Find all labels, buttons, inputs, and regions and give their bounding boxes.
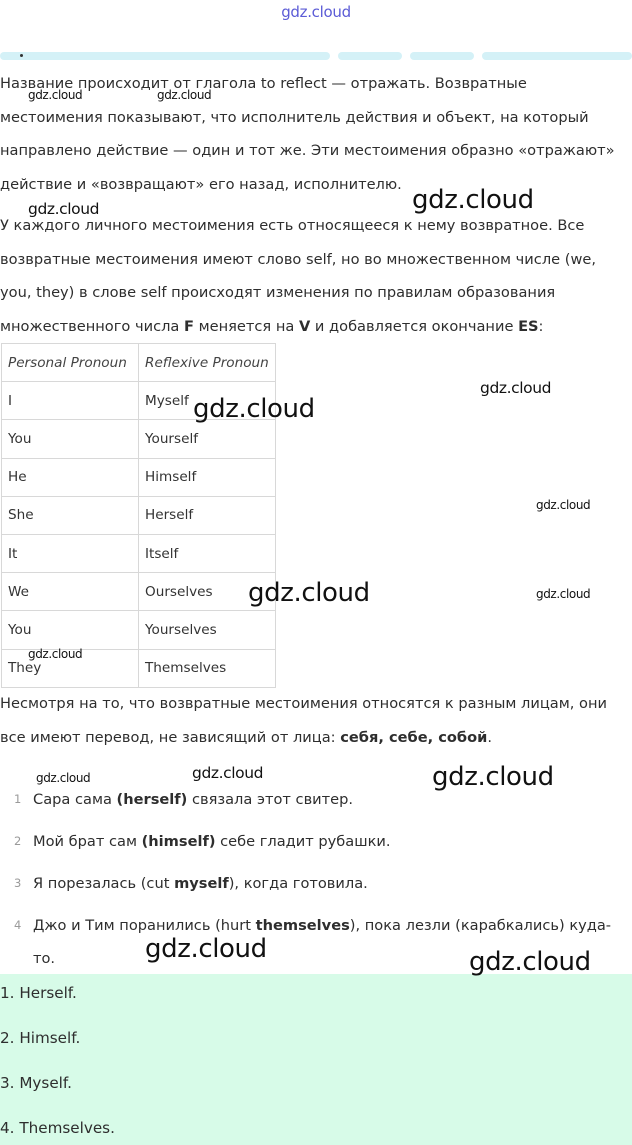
strip-band <box>482 52 632 60</box>
watermark-text: gdz.cloud <box>536 587 591 601</box>
list-item <box>0 909 632 975</box>
personal-cell: I <box>2 382 139 420</box>
list-item <box>0 783 632 816</box>
pronoun-table <box>1 343 276 688</box>
table-row <box>2 534 276 572</box>
item-bold: (herself) <box>116 791 188 808</box>
strip-band <box>338 52 402 60</box>
item-number: 2 <box>14 834 22 848</box>
note-bold: себя, себе, собой <box>340 728 488 746</box>
item-before: Сара сама <box>33 791 117 808</box>
table-row <box>2 458 276 496</box>
watermark-text: gdz.cloud <box>28 88 83 102</box>
table-row <box>2 649 276 687</box>
reflexive-cell: Yourself <box>139 420 276 458</box>
watermark-text: gdz.cloud <box>480 379 552 397</box>
watermark-text: gdz.cloud <box>469 947 591 977</box>
p2-mid2: и добавляется окончание <box>310 317 519 335</box>
personal-cell: They <box>2 649 139 687</box>
watermark-text: gdz.cloud <box>28 647 83 661</box>
item-number: 3 <box>14 876 22 890</box>
watermark-text: gdz.cloud <box>536 498 591 512</box>
watermark-text: gdz.cloud <box>36 771 91 785</box>
examples-list <box>0 783 632 984</box>
watermark-text: gdz.cloud <box>432 762 554 792</box>
intro-paragraph-2 <box>0 209 632 343</box>
table-row <box>2 382 276 420</box>
reflexive-cell: Themselves <box>139 649 276 687</box>
col-header-reflexive: Reflexive Pronoun <box>139 344 276 382</box>
item-before: Мой брат сам <box>33 833 142 850</box>
personal-cell: We <box>2 573 139 611</box>
item-number: 1 <box>14 792 22 806</box>
p2-mid: меняется на <box>193 317 299 335</box>
reflexive-cell: Myself <box>139 382 276 420</box>
item-after: ), пока лезли (карабкались) куда-то. <box>33 917 612 967</box>
item-after: ), когда готовила. <box>228 875 368 892</box>
answer-item: 4. Themselves. <box>0 1119 115 1137</box>
col-header-personal: Personal Pronoun <box>2 344 139 382</box>
answer-item: 1. Herself. <box>0 984 77 1002</box>
reflexive-cell: Himself <box>139 458 276 496</box>
p2-text: У каждого личного местоимения есть относящееся к нему возвратное. Все возвратные местоимения имеют слово self, но во множественном числе (we, you, they) в слове self происходят изменения по правилам образования множественного числа <box>0 217 597 335</box>
personal-cell: He <box>2 458 139 496</box>
table-row <box>2 611 276 649</box>
site-header <box>0 0 632 26</box>
item-after: связала этот свитер. <box>187 791 354 808</box>
watermark-text: gdz.cloud <box>145 934 267 964</box>
reflexive-cell: Yourselves <box>139 611 276 649</box>
item-bold: myself <box>174 875 229 892</box>
personal-cell: You <box>2 611 139 649</box>
answers-block <box>0 974 632 1145</box>
table-row <box>2 573 276 611</box>
item-bold: (himself) <box>141 833 216 850</box>
watermark-text: gdz.cloud <box>192 764 264 782</box>
item-after: себе гладит рубашки. <box>215 833 391 850</box>
list-item <box>0 867 632 900</box>
strip-band <box>410 52 474 60</box>
strip-dot <box>20 54 23 57</box>
site-logo[interactable]: gdz.cloud <box>281 3 351 21</box>
item-bold: themselves <box>255 917 350 934</box>
watermark-text: gdz.cloud <box>412 185 534 215</box>
item-number: 4 <box>14 918 22 932</box>
list-item <box>0 825 632 858</box>
p2-end: : <box>538 317 544 335</box>
personal-cell: She <box>2 496 139 534</box>
table-row <box>2 420 276 458</box>
item-before: Я порезалась (cut <box>33 875 175 892</box>
watermark-text: gdz.cloud <box>248 578 370 608</box>
watermark-text: gdz.cloud <box>157 88 212 102</box>
personal-cell: You <box>2 420 139 458</box>
watermark-text: gdz.cloud <box>193 394 315 424</box>
scan-strip-decoration <box>0 48 632 64</box>
table-row <box>2 496 276 534</box>
item-before: Джо и Тим поранились (hurt <box>33 917 256 934</box>
reflexive-cell: Herself <box>139 496 276 534</box>
personal-cell: It <box>2 534 139 572</box>
translation-note <box>0 687 632 754</box>
note-text: Несмотря на то, что возвратные местоимения относятся к разным лицам, они все имеют перевод, не зависящий от лица: <box>0 695 607 746</box>
note-end: . <box>487 728 492 746</box>
watermark-text: gdz.cloud <box>28 200 100 218</box>
reflexive-cell: Itself <box>139 534 276 572</box>
p2-ending-es: ES <box>518 317 539 335</box>
p2-letter-v: V <box>298 317 311 335</box>
answer-item: 3. Myself. <box>0 1074 72 1092</box>
p2-letter-f: F <box>184 317 194 335</box>
reflexive-cell: Ourselves <box>139 573 276 611</box>
intro-paragraph-1: Название происходит от глагола to reflect — отражать. Возвратные местоимения показывают, что исполнитель действия и объект, на который направлено действие — один и тот же. Эти местоимения образно «отражают» действие и «возвращают» его назад, исполнителю. <box>0 75 615 193</box>
strip-band <box>0 52 330 60</box>
table-header-row <box>2 344 276 382</box>
answer-item: 2. Himself. <box>0 1029 81 1047</box>
